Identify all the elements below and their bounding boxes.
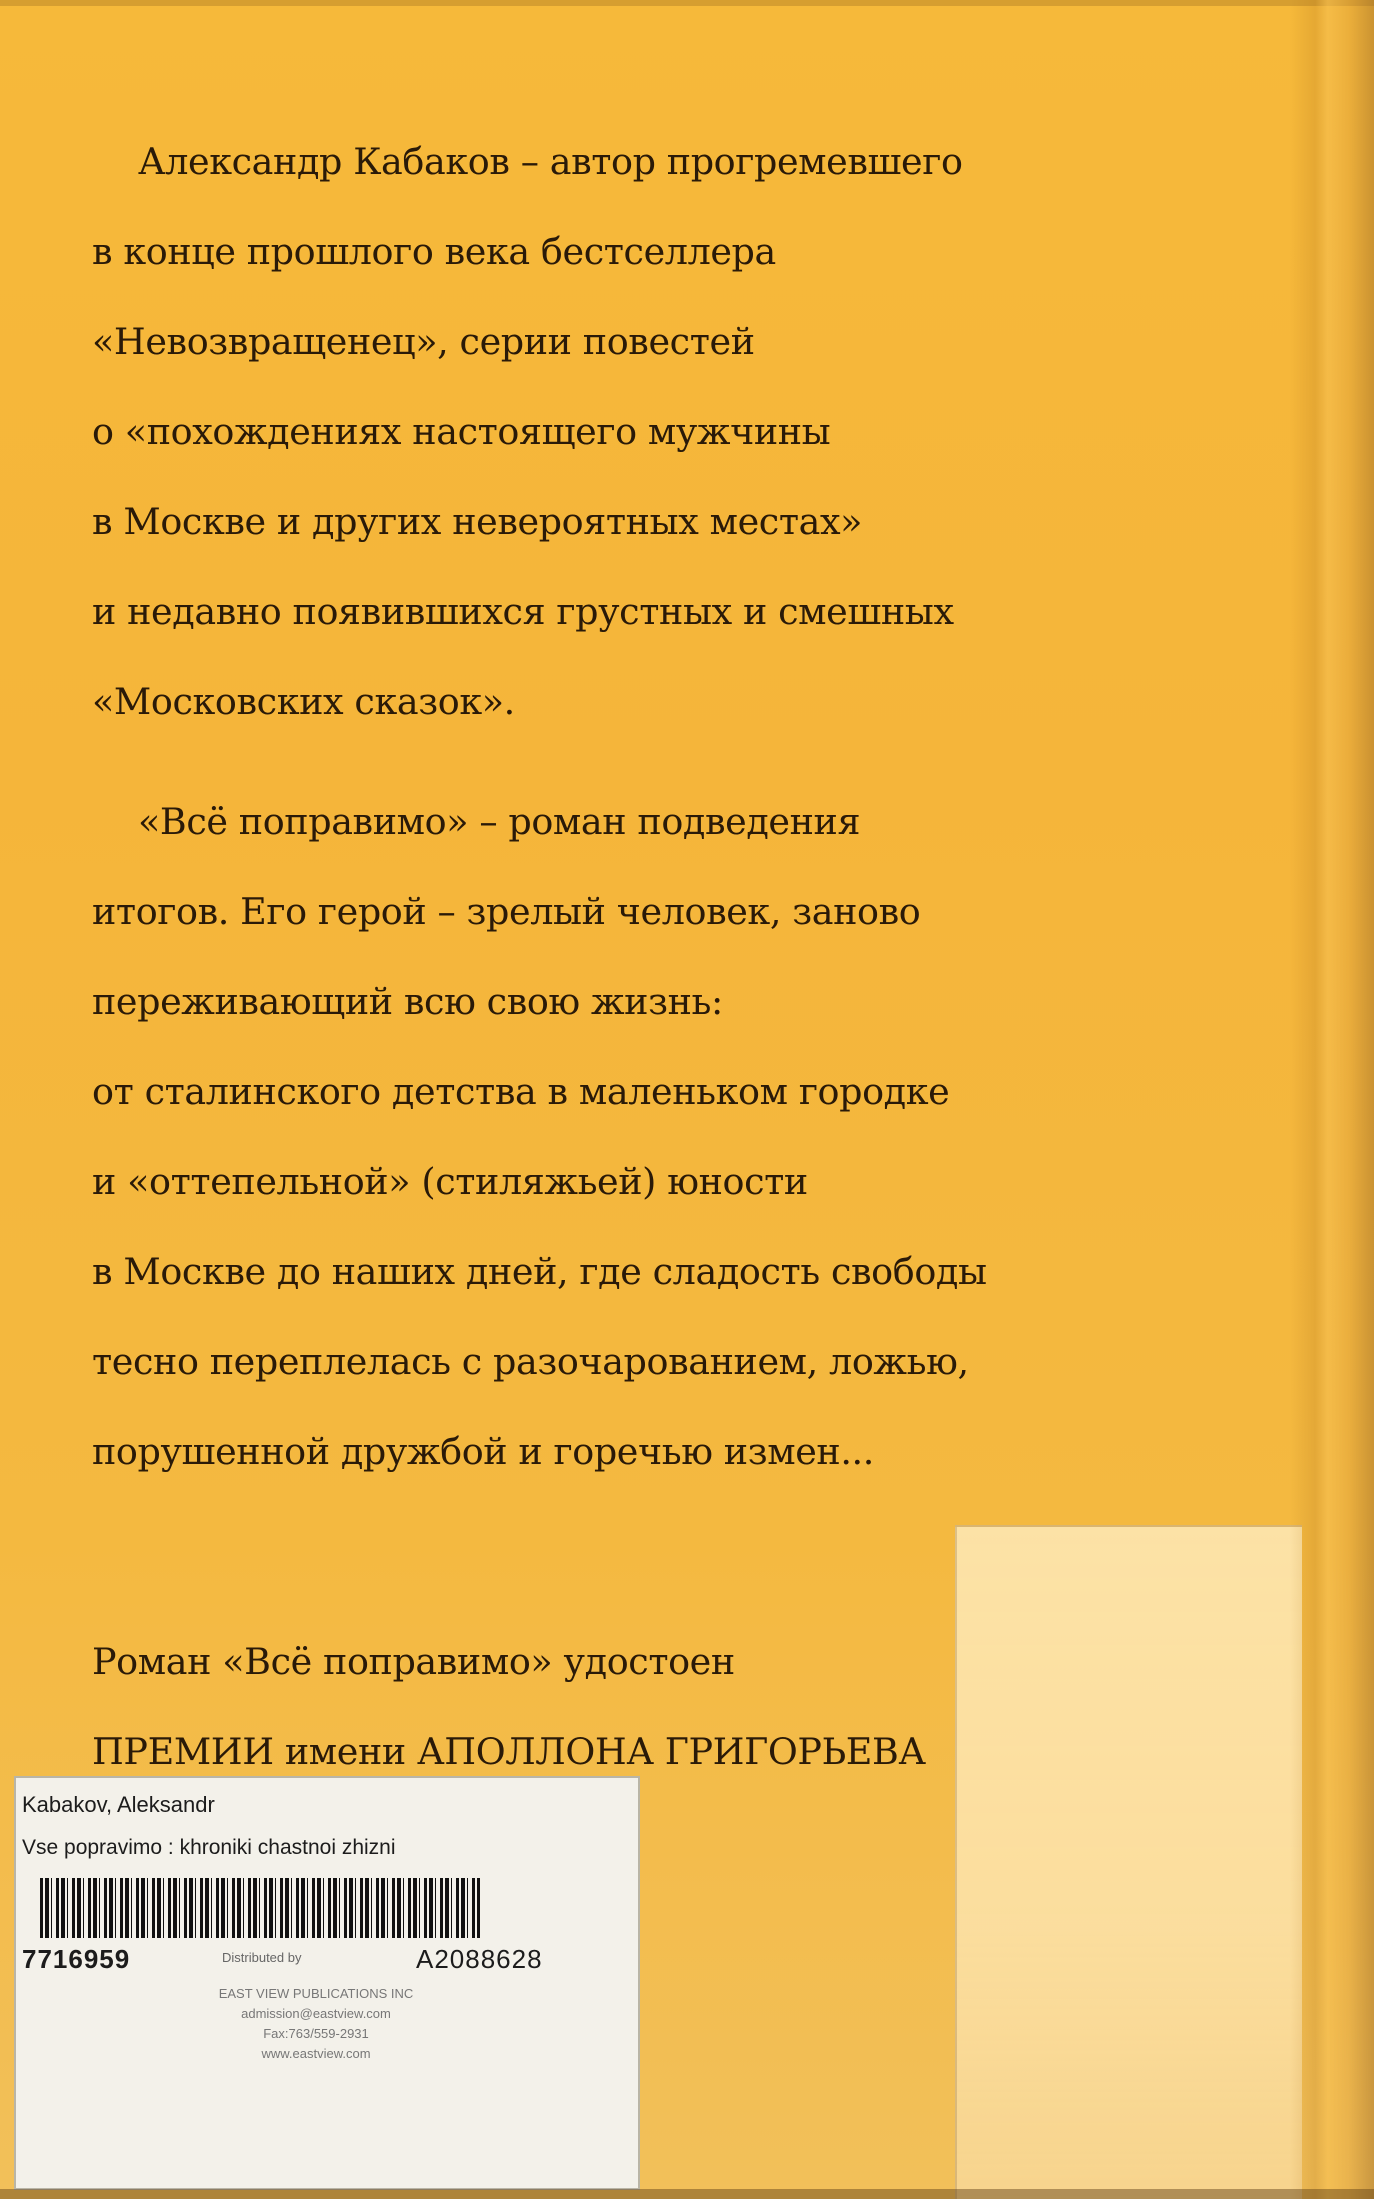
barcode-number: 7716959: [22, 1944, 131, 1974]
label-author: Kabakov, Aleksandr: [22, 1792, 215, 1817]
award-title: ПРЕМИИ имени АПОЛЛОНА ГРИГОРЬЕВА: [92, 1730, 926, 1773]
distributed-by: Distributed by: [222, 1950, 302, 1965]
text-line: «Московских сказок».: [92, 680, 515, 723]
paragraph-novel-description: [92, 777, 1092, 1497]
award-line: Роман «Всё поправимо» удостоен: [92, 1640, 735, 1683]
distributor-web: www.eastview.com: [261, 2046, 371, 2061]
text-line: и недавно появившихся грустных и смешных: [92, 590, 954, 633]
text-line: в Москве и других невероятных местах»: [92, 500, 863, 543]
paragraph-author-intro: [92, 117, 1092, 747]
library-label: [14, 1776, 640, 2190]
text-line: порушенной дружбой и горечью измен...: [92, 1430, 874, 1473]
text-line: о «похождениях настоящего мужчины: [92, 410, 831, 453]
distributor-email: admission@eastview.com: [241, 2006, 391, 2021]
barcode: [40, 1878, 480, 1938]
text-line: Александр Кабаков – автор прогремевшего: [138, 140, 963, 183]
award-note: [92, 1617, 1092, 1797]
text-line: в конце прошлого века бестселлера: [92, 230, 776, 273]
text-line: от сталинского детства в маленьком городке: [92, 1070, 950, 1113]
cover-bottom-edge: [0, 2189, 1374, 2199]
cover-top-edge: [0, 0, 1374, 6]
text-line: и «оттепельной» (стиляжьей) юности: [92, 1160, 808, 1203]
text-line: итогов. Его герой – зрелый человек, заново: [92, 890, 921, 933]
text-line: тесно переплелась с разочарованием, ложью,: [92, 1340, 969, 1383]
text-line: в Москве до наших дней, где сладость свободы: [92, 1250, 987, 1293]
text-line: «Невозвращенец», серии повестей: [92, 320, 755, 363]
spine-edge: [1290, 0, 1374, 2199]
catalog-code: A2088628: [416, 1944, 543, 1974]
text-line: «Всё поправимо» – роман подведения: [138, 800, 861, 843]
distributor-name: EAST VIEW PUBLICATIONS INC: [218, 1986, 414, 2001]
distributor-fax: Fax:763/559-2931: [263, 2026, 369, 2041]
text-line: переживающий всю свою жизнь:: [92, 980, 723, 1023]
label-title: Vse popravimo : khroniki chastnoi zhizni: [22, 1836, 396, 1859]
